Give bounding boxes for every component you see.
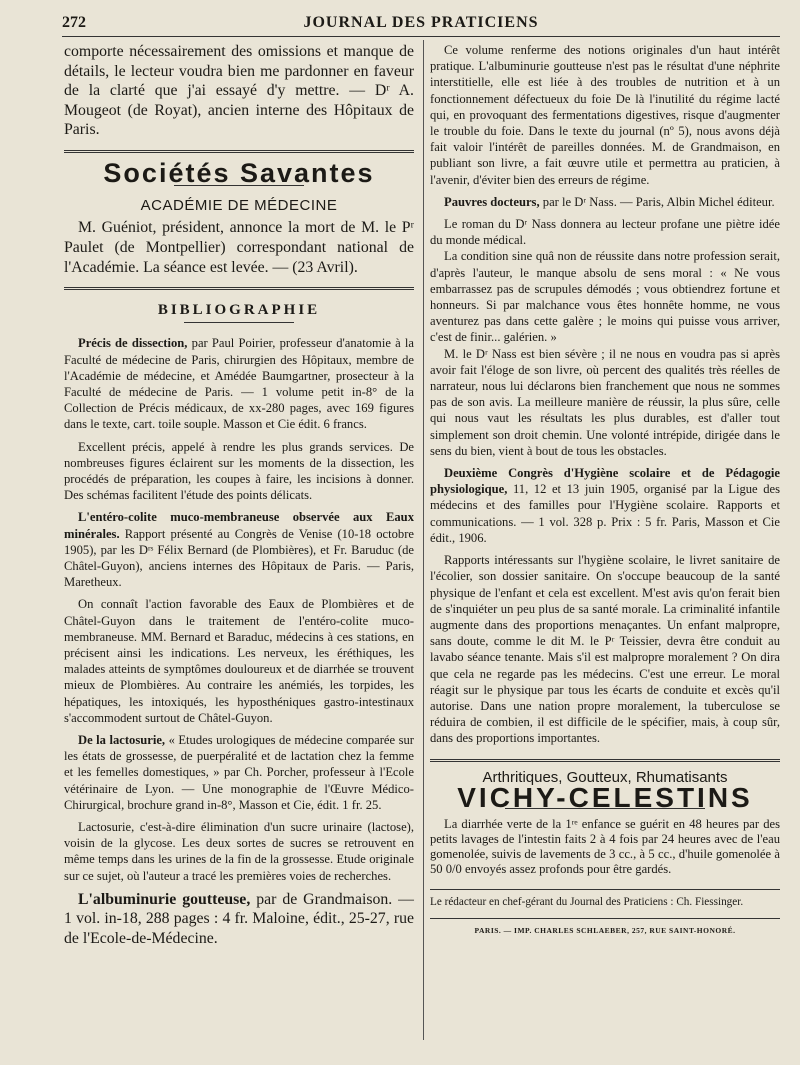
review-entero: L'entéro-colite muco-membraneuse observée aux Eaux minérales. Rapport présenté au Congrès de Venise (10-18 octobre 1905), par les Dʳˢ Félix Bernard (de Plombières), et Fr. Baruduc (de Châtel-Guyon), anciens internes des Hôpitaux de Paris. — Paris, Maretheux. [64,510,414,590]
review-pauvres-body: La condition sine quâ non de réussite dans notre profession serait, d'après l'auteur, le manque absolu de sens moral : « Ne vous embarrassez pas de scrupules démodés ; vous obtiendrez fortune et honneurs. Si par malchance vous êtes honnête homme, ne vous aventurez pas dans cette galère ; le moins qui puisse vous arriver, c'est de finir... galérien. » [430,249,780,345]
review-pauvres-body: Le roman du Dʳ Nass donnera au lecteur profane une piètre idée du monde médical. [430,217,780,248]
review-precis: Précis de dissection, par Paul Poirier, professeur d'anatomie à la Faculté de médecine de Paris, chirurgien des Hôpitaux, membre de l'Académie de médecine, et Amédée Baumgartner, prosecteur à la Faculté de médecine de Paris. — 1 volume petit in-8° de la Collection de Précis médicaux, de xx-280 pages, avec 169 figures dans le texte, cart. toile souple. Masson et Cie édit. 6 francs. [64,336,414,432]
review-title: L'entéro-colite muco-membraneuse observée aux Eaux minérales. [64,510,414,541]
review-lactosurie-body: Lactosurie, c'est-à-dire élimination d'un sucre urinaire (lactose), voisin de la glycose. Les deux sortes de sucres se retrouvent en même temps dans les urines de la fin de la grossesse. Etude originale sur ce sujet, où l'auteur a tracé les premières voies de recherches. [64,820,414,883]
section-divider [64,150,414,153]
academie-title: ACADÉMIE DE MÉDECINE [140,197,338,215]
ad-text: La diarrhée verte de la 1ʳᵉ enfance se guérit en 48 heures par des petits lavages de l'intestin faits 2 à 4 fois par 24 heures avec de l'eau gomenolée, suivis de lavements de 3 cc., à 5 cc., d'huile gomenolée à 50 0/0 envoyés assez profonds pour être gardés. [430,816,780,876]
right-column [430,42,780,939]
review-title: Précis de dissection, [78,336,188,351]
imprimerie-line: PARIS. — IMP. CHARLES SCHLAEBER, 257, RUE SAINT-HONORÉ. [430,918,780,939]
societes-title: Sociétés Savantes [103,157,375,188]
review-congres: Deuxième Congrès d'Hygiène scolaire et de Pédagogie physiologique, 11, 12 et 13 juin 1905, organisé par la Ligue des médecins et des familles pour l'Hygiène scolaire. Rapports et communications. — 1 vol. 328 p. Prix : 5 fr. Paris, Masson et Cie édit., 1906. [430,466,781,545]
column-divider [423,40,424,1040]
running-header [62,10,780,36]
ad-tagline: Arthritiques, Goutteux, Rhumatisants [482,768,728,786]
redacteur-line: Le rédacteur en chef-gérant du Journal des Praticiens : Ch. Fiessinger. [430,889,780,910]
left-column [64,42,414,949]
review-precis-body: Excellent précis, appelé à rendre les plus grands services. De nombreuses figures éclairent sur les moments de la dissection, les procédés de préparation, les coupes à faire, les incisions à donner. Des schémas facilitent l'étude des points délicats. [64,439,414,503]
review-albuminurie-body: Ce volume renferme des notions originales d'un haut intérêt pratique. L'albuminurie goutteuse n'est pas le résultat d'une néphrite interstitielle, elle est liée à des troubles de nutrition et à un fonctionnement défectueux du foie De là l'inutilité du régime lacté qui, en provoquant des fermentations digestives, risque d'augmenter le trouble du foie. Dans le texte du journal (nº 5), nous avons déjà fait valoir l'intérêt de pareilles données. M. de Grandmaison, en publiant son livre, a fait œuvre utile et permettra au praticien, à l'avenir, d'éviter bien des erreurs de régime. [430,43,780,187]
header-rule [62,36,780,37]
academie-text: M. Guéniot, président, annonce la mort de M. le Pʳ Paulet (de Montpellier) correspondant national de l'Académie. La séance est levée. — (23 Avril). [64,219,414,276]
review-title: Pauvres docteurs, [444,194,540,209]
section-divider [64,287,414,290]
page-number: 272 [62,14,86,31]
review-title: Deuxième Congrès d'Hygiène scolaire et de Pédagogie physiologique, [430,466,780,497]
review-pauvres-body: M. le Dʳ Nass est bien sévère ; il ne nous en voudra pas si après avoir fait l'éloge de son livre, où percent des qualités très réelles de narrateur, nous lui déclarons bien franchement que nous ne sommes pas de son avis. La meilleure manière de réussir, la plus sûre, celle qui nous vaut les résultats les plus durables, est d'aller tout simplement son droit chemin. Une volonté intrépide, dirigée dans le sens du bien, vient à bout de tous les obstacles. [430,346,780,458]
review-pauvres: Pauvres docteurs, par le Dʳ Nass. — Paris, Albin Michel éditeur. [444,194,775,209]
review-lactosurie: De la lactosurie, « Etudes urologiques de médecine comparée sur les états de grossesse, de puerpéralité et de lactation chez la femme et les femelles domestiques, » par Ch. Porcher, professeur à l'Ecole vétérinaire de Lyon. — Une monographie de l'Œuvre Médico-Chirurgical, brochure grand in-8°, Masson et Cie, édit. 1 fr. 25. [64,733,414,812]
bibliographie-rule [184,322,294,323]
review-entero-body: On connaît l'action favorable des Eaux de Plombières et de Châtel-Guyon dans le traitement de l'entéro-colite muco-membraneuse. MM. Bernard et Baraduc, médecins à ces stations, en précisent ainsi les indications. Les nerveux, les éréthiques, les malades atteints de symptômes douloureux et de diarrhée se trouvent mieux de Plombières. Au contraire les anémiés, les torpides, les hépatiques, les intoxiqués, les hyposthéniques gastro-intestinaux s'accommodent surtout de Châtel-Guyon. [64,597,414,725]
review-albuminurie: L'albuminurie goutteuse, par de Grandmaison. — 1 vol. in-18, 288 pages : 4 fr. Maloine, édit., 25-27, rue de l'Ecole-de-Médecine. [64,890,414,948]
review-title: De la lactosurie, [78,733,166,748]
ad-brand: VICHY-CELESTINS [457,781,753,813]
review-title: L'albuminurie goutteuse, [78,890,251,908]
intro-paragraph: comporte nécessairement des omissions et manque de détails, le lecteur voudra bien me pardonner en faveur de la clarté que j'ai essayé d'y mettre. — Dʳ A. Mougeot (de Royat), ancien interne des Hôpitaux de Paris. [64,43,414,139]
bibliographie-title: BIBLIOGRAPHIE [157,302,321,319]
journal-title: JOURNAL DES PRATICIENS [303,14,539,31]
review-congres-body: Rapports intéressants sur l'hygiène scolaire, le livret sanitaire de l'écolier, son dossier sanitaire. On s'occupe beaucoup de la santé physique de l'enfant et cela est excellent. M'est avis qu'on ferait bien de s'inquiéter un peu plus de sa santé morale. La criminalité infantile augmente dans des proportions menaçantes. Un enfant malpropre, sans doute, comme le dit M. le Pʳ Teissier, devra être conduit au lavabo séance tenante. Mais s'il est malpropre moralement ? On dira que cela ne regarde pas les médecins. C'est une erreur. Le moral réagit sur le physique par tous les écarts de conduite et excès qu'il autorise. Dans une nation propre moralement, la tuberculose se réduira de combien, il est difficile de le spécifier, mais, à coup sûr, dans des proportions importantes. [430,553,780,746]
advertisement [430,759,780,877]
